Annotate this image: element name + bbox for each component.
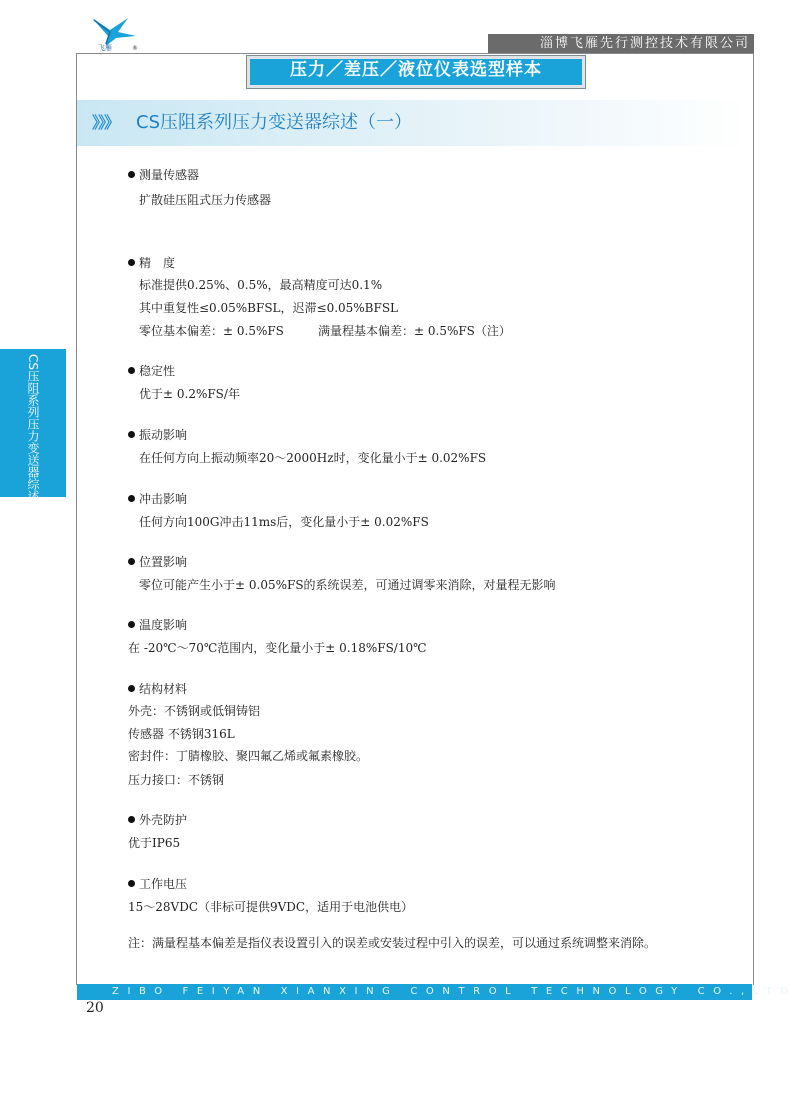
section-title: CS压阻系列压力变送器综述（一） bbox=[136, 112, 412, 133]
bullet-icon bbox=[128, 495, 135, 502]
bullet-icon bbox=[128, 880, 135, 887]
spec-line: 扩散硅压阻式压力传感器 bbox=[139, 193, 272, 207]
spec-line: 在 -20℃～70℃范围内，变化量小于± 0.18%FS/10℃ bbox=[128, 641, 427, 655]
spec-heading-enclosure: 外壳防护 bbox=[128, 811, 187, 828]
bullet-icon bbox=[128, 621, 135, 628]
spec-line: 外壳：不锈钢或低铜铸铝 bbox=[128, 704, 261, 718]
bullet-icon bbox=[128, 171, 135, 178]
svg-text:®: ® bbox=[132, 45, 138, 52]
bullet-icon bbox=[128, 685, 135, 692]
spec-heading-accuracy: 精 度 bbox=[128, 254, 175, 271]
footer-company: ZIBO FEIYAN XIANXING CONTROL TECHNOLOGY CO.,LTD bbox=[112, 986, 797, 997]
spec-heading-voltage: 工作电压 bbox=[128, 875, 187, 892]
swallow-logo-icon bbox=[88, 14, 144, 52]
bullet-icon bbox=[128, 816, 135, 823]
spec-line: 其中重复性≤0.05%BFSL，迟滞≤0.05%BFSL bbox=[139, 301, 399, 315]
spec-line: 优于IP65 bbox=[128, 836, 181, 850]
bullet-icon bbox=[128, 431, 135, 438]
spec-line: 优于± 0.2%FS/年 bbox=[139, 387, 240, 401]
bullet-icon bbox=[128, 558, 135, 565]
spec-heading-vibration: 振动影响 bbox=[128, 426, 187, 443]
spec-line: 传感器 不锈钢316L bbox=[128, 727, 235, 741]
page-number: 20 bbox=[86, 1000, 104, 1016]
spec-line: 标准提供0.25%、0.5%，最高精度可达0.1% bbox=[139, 278, 383, 292]
spec-heading-shock: 冲击影响 bbox=[128, 490, 187, 507]
spec-line: 压力接口：不锈钢 bbox=[128, 773, 225, 787]
spec-line: 任何方向100G冲击11ms后，变化量小于± 0.02%FS bbox=[139, 515, 429, 529]
spec-line: 满量程基本偏差：± 0.5%FS（注） bbox=[318, 324, 511, 338]
spec-line: 零位基本偏差：± 0.5%FS bbox=[139, 324, 284, 338]
bullet-icon bbox=[128, 367, 135, 374]
spec-heading-sensor: 测量传感器 bbox=[128, 166, 199, 183]
side-tab-text: CS压阻系列压力变送器综述 bbox=[26, 354, 40, 502]
spec-line: 零位可能产生小于± 0.05%FS的系统误差，可通过调零来消除，对量程无影响 bbox=[139, 578, 556, 592]
company-name: 淄博飞雁先行测控技术有限公司 bbox=[539, 36, 750, 51]
catalog-title: 压力／差压／液位仪表选型样本 bbox=[290, 60, 542, 80]
spec-heading-materials: 结构材料 bbox=[128, 680, 187, 697]
spec-heading-temperature: 温度影响 bbox=[128, 616, 187, 633]
spec-line: 15～28VDC（非标可提供9VDC，适用于电池供电） bbox=[128, 900, 414, 914]
spec-line: 在任何方向上振动频率20～2000Hz时，变化量小于± 0.02%FS bbox=[139, 451, 487, 465]
spec-line: 密封件：丁腈橡胶、聚四氟乙烯或氟素橡胶。 bbox=[128, 749, 369, 763]
company-logo bbox=[88, 14, 144, 52]
footnote: 注：满量程基本偏差是指仪表设置引入的误差或安装过程中引入的误差，可以通过系统调整来消除。 bbox=[128, 936, 657, 950]
catalog-title-box bbox=[246, 55, 586, 89]
section-arrows-icon: 》》》 bbox=[92, 113, 119, 132]
bullet-icon bbox=[128, 259, 135, 266]
logo-label: 飞雁 bbox=[98, 44, 112, 52]
spec-heading-position: 位置影响 bbox=[128, 553, 187, 570]
spec-heading-stability: 稳定性 bbox=[128, 362, 175, 379]
